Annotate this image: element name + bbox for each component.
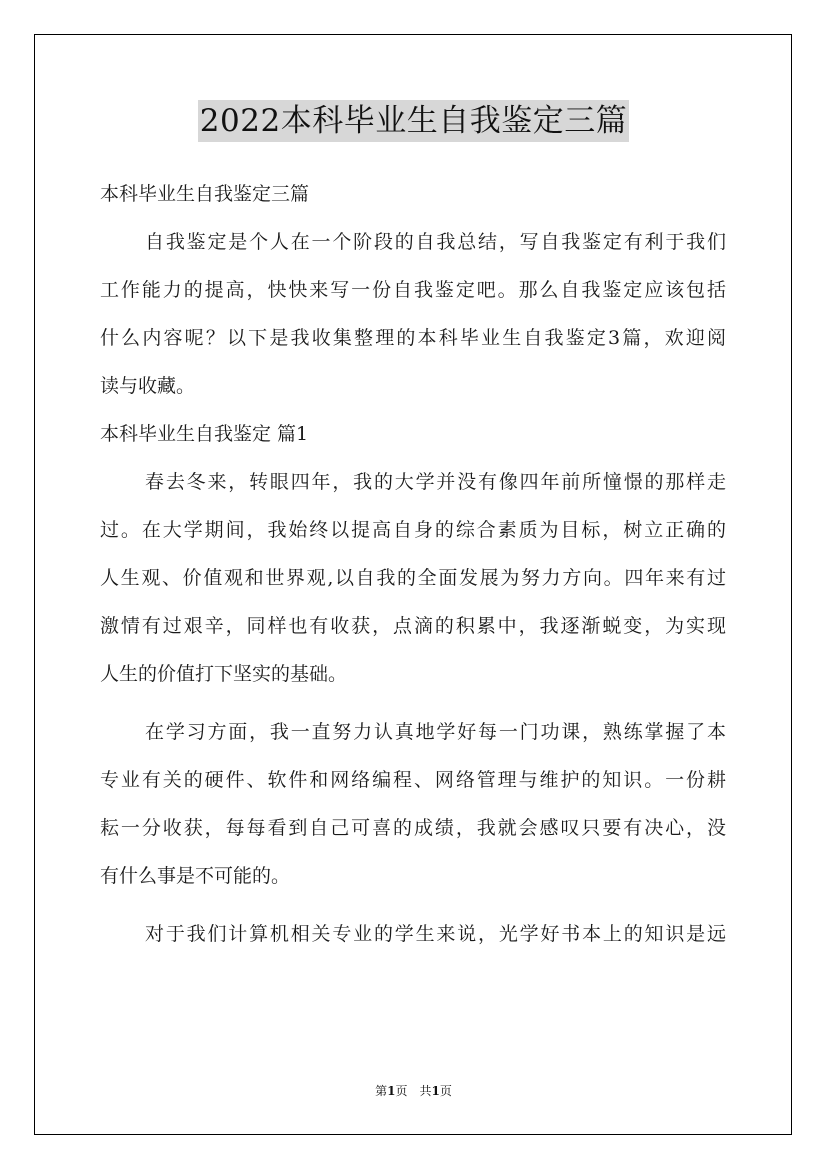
section-heading: 本科毕业生自我鉴定三篇 (100, 183, 310, 205)
document-body (100, 170, 726, 958)
footer-current-page: 1 (387, 1084, 396, 1098)
paragraph-spacer (100, 900, 726, 910)
page-footer (0, 1083, 827, 1099)
paragraph-line: 过。在大学期间，我始终以提高自身的综合素质为目标，树立正确的 (100, 519, 726, 541)
paragraph-line: 自我鉴定是个人在一个阶段的自我总结，写自我鉴定有利于我们 (145, 231, 726, 253)
paragraph-line: 对于我们计算机相关专业的学生来说，光学好书本上的知识是远 (145, 923, 726, 945)
paragraph-line: 人生的价值打下坚实的基础。 (100, 663, 348, 685)
paragraph-spacer (100, 698, 726, 708)
paragraph-line: 有什么事是不可能的。 (100, 865, 291, 887)
paragraph-line: 专业有关的硬件、软件和网络编程、网络管理与维护的知识。一份耕 (100, 769, 726, 791)
paragraph-line: 激情有过艰辛，同样也有收获，点滴的积累中，我逐渐蜕变，为实现 (100, 615, 726, 637)
paragraph-line: 读与收藏。 (100, 375, 196, 397)
section-heading: 本科毕业生自我鉴定 篇1 (100, 423, 309, 445)
footer-prefix: 第 (375, 1084, 388, 1098)
paragraph-line: 工作能力的提高，快快来写一份自我鉴定吧。那么自我鉴定应该包括 (100, 279, 726, 301)
document-title: 2022本科毕业生自我鉴定三篇 (198, 100, 629, 142)
title-container (0, 100, 827, 142)
paragraph-line: 春去冬来，转眼四年，我的大学并没有像四年前所憧憬的那样走 (145, 471, 726, 493)
footer-middle: 页 共 (395, 1084, 432, 1098)
paragraph-line: 耘一分收获，每每看到自己可喜的成绩，我就会感叹只要有决心，没 (100, 817, 726, 839)
paragraph-line: 什么内容呢？以下是我收集整理的本科毕业生自我鉴定3篇，欢迎阅 (100, 327, 726, 349)
footer-suffix: 页 (439, 1084, 452, 1098)
paragraph-line: 人生观、价值观和世界观,以自我的全面发展为努力方向。四年来有过 (100, 567, 726, 589)
paragraph-line: 在学习方面，我一直努力认真地学好每一门功课，熟练掌握了本 (145, 721, 726, 743)
footer-total-pages: 1 (431, 1084, 440, 1098)
